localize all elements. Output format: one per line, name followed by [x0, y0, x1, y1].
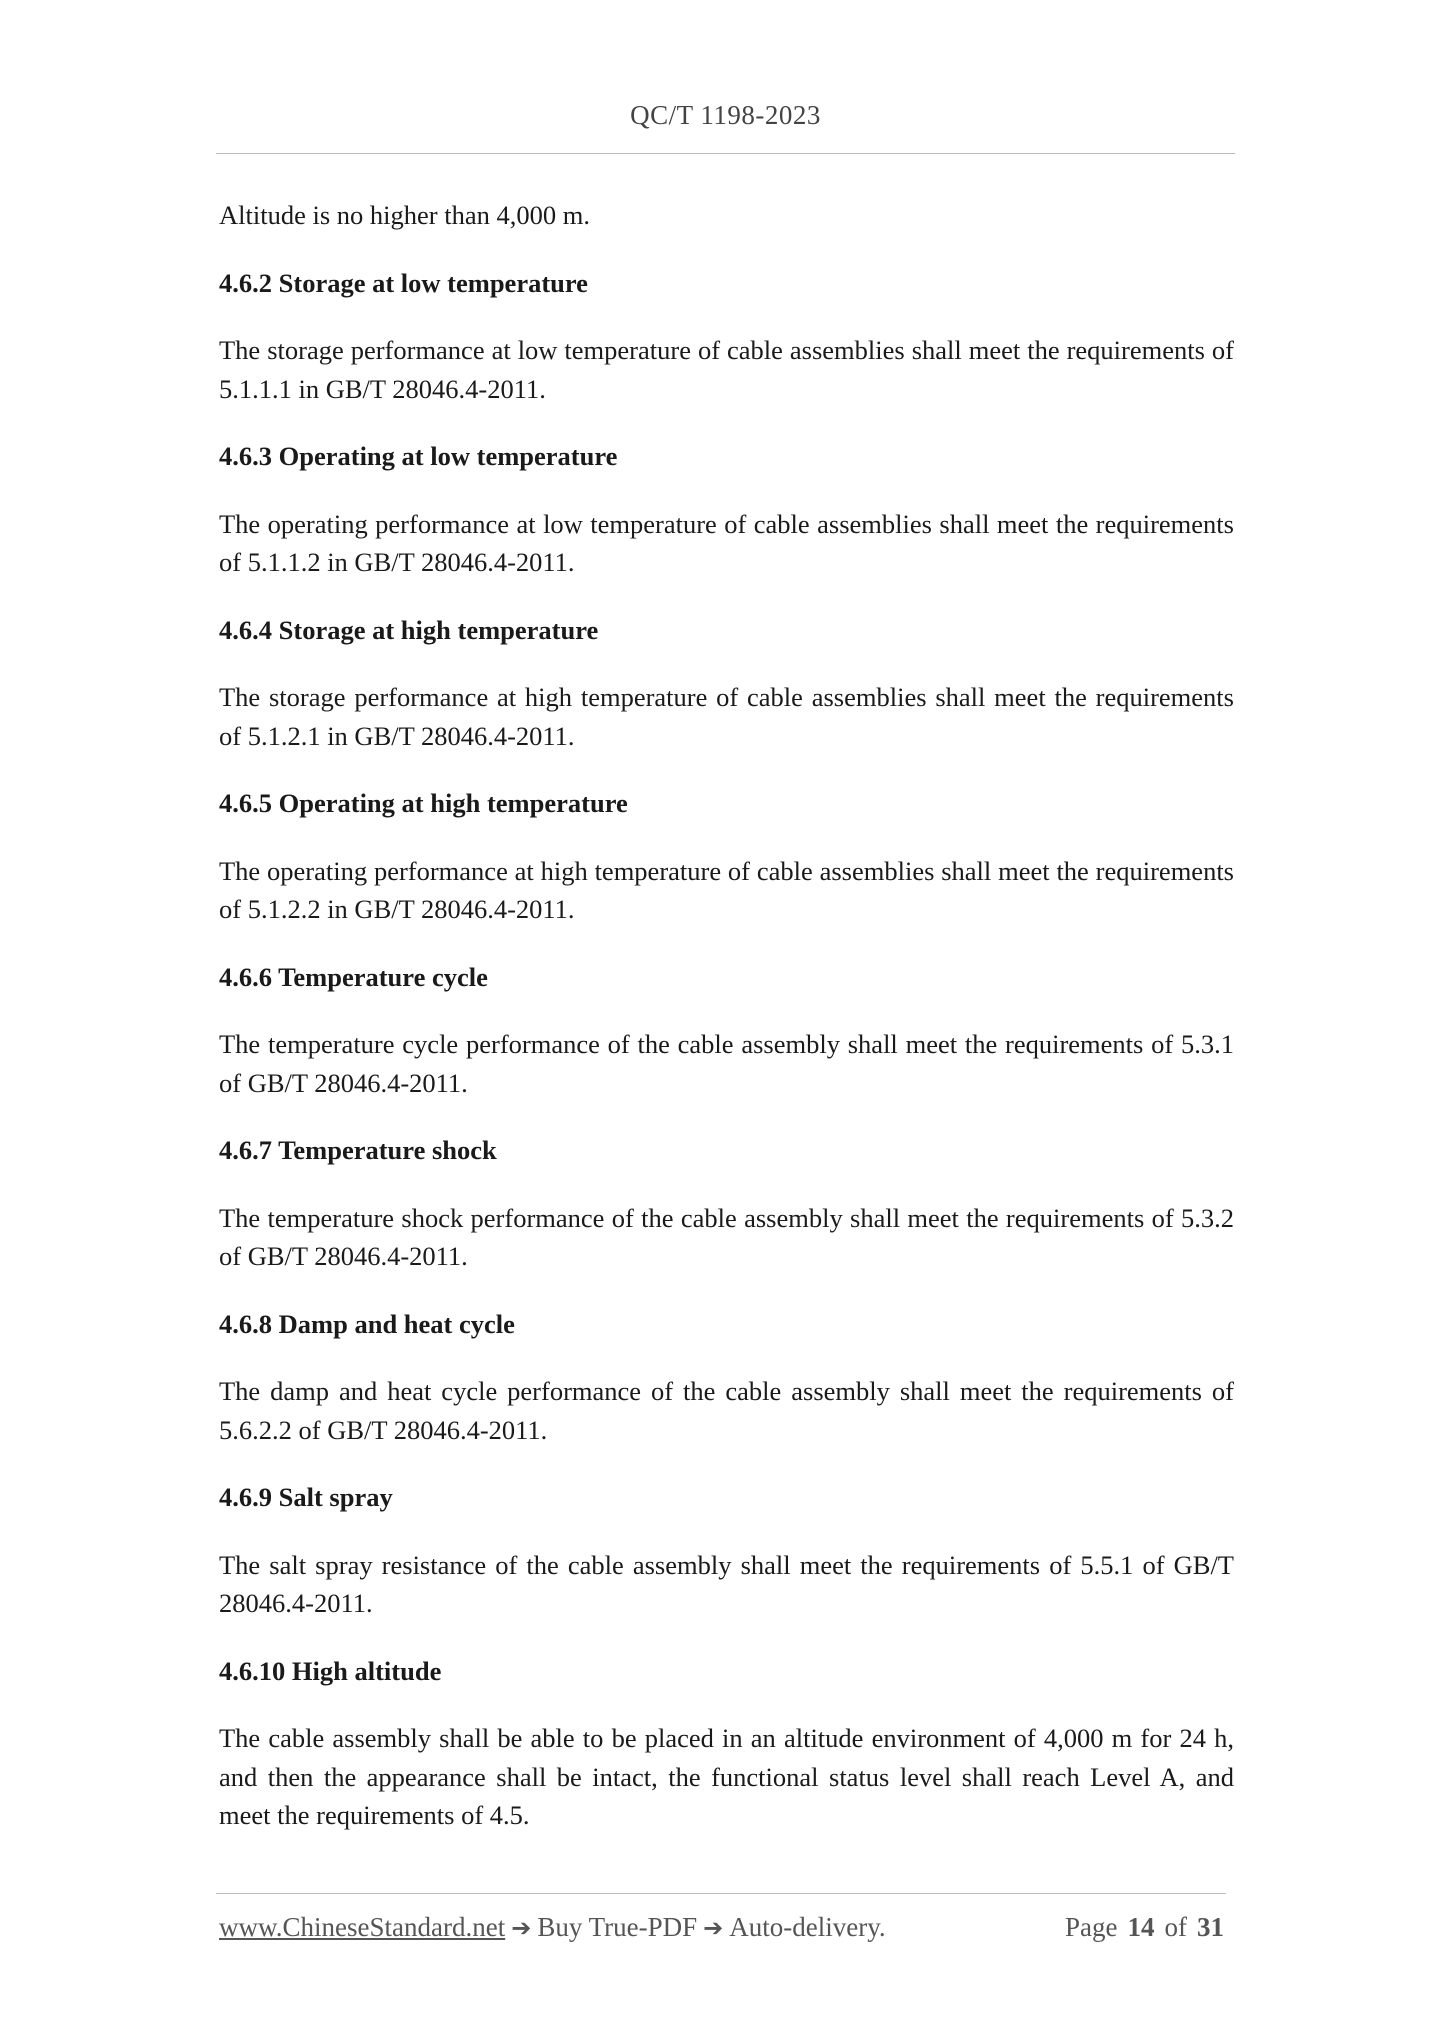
header-divider [216, 153, 1235, 154]
page-of-label: of [1164, 1912, 1187, 1942]
page-indicator [1065, 1912, 1224, 1943]
section-text-4-6-8: The damp and heat cycle performance of the cable assembly shall meet the requirements of 5.6.2.2 of GB/T 28046.4-2011. [219, 1376, 1234, 1445]
section-text-4-6-5: The operating performance at high temperature of cable assemblies shall meet the requirements of 5.1.2.2 in GB/T 28046.4-2011. [219, 855, 1234, 924]
arrow-right-icon: ➔ [511, 1914, 532, 1942]
page-footer [219, 1912, 1224, 1943]
footer-divider [216, 1893, 1226, 1894]
section-heading-4-6-3: 4.6.3 Operating at low temperature [219, 441, 618, 471]
page-label: Page [1065, 1912, 1118, 1942]
page-current: 14 [1127, 1912, 1155, 1942]
section-text-4-6-7: The temperature shock performance of the cable assembly shall meet the requirements of 5.3.2 of GB/T 28046.4-2011. [219, 1202, 1234, 1271]
section-text-4-6-2: The storage performance at low temperature of cable assemblies shall meet the requirements of 5.1.1.1 in GB/T 28046.4-2011. [219, 335, 1234, 404]
section-text-4-6-4: The storage performance at high temperature of cable assemblies shall meet the requirements of 5.1.2.1 in GB/T 28046.4-2011. [219, 682, 1234, 751]
section-text-4-6-10: The cable assembly shall be able to be placed in an altitude environment of 4,000 m for 24 h, and then the appearance shall be intact, the functional status level shall reach Level A, and meet the requirements of 4.5. [219, 1723, 1234, 1830]
section-text-4-6-6: The temperature cycle performance of the cable assembly shall meet the requirements of 5.3.1 of GB/T 28046.4-2011. [219, 1029, 1234, 1098]
auto-delivery-text: Auto-delivery. [729, 1912, 886, 1942]
buy-true-pdf-text: Buy True-PDF [537, 1912, 698, 1942]
chinese-standard-link[interactable]: www.ChineseStandard.net [219, 1912, 506, 1942]
section-heading-4-6-7: 4.6.7 Temperature shock [219, 1135, 497, 1165]
page-total: 31 [1197, 1912, 1224, 1942]
section-heading-4-6-6: 4.6.6 Temperature cycle [219, 961, 488, 992]
section-heading-4-6-2: 4.6.2 Storage at low temperature [219, 267, 588, 298]
section-text-4-6-9: The salt spray resistance of the cable assembly shall meet the requirements of 5.5.1 of GB/T 28046.4-2011. [219, 1549, 1234, 1618]
footer-promo [219, 1912, 886, 1943]
page-header-title: QC/T 1198-2023 [630, 100, 821, 130]
section-heading-4-6-4: 4.6.4 Storage at high temperature [219, 614, 599, 645]
document-body [219, 196, 1234, 1835]
section-heading-4-6-8: 4.6.8 Damp and heat cycle [219, 1308, 515, 1339]
intro-paragraph: Altitude is no higher than 4,000 m. [219, 200, 590, 230]
section-heading-4-6-5: 4.6.5 Operating at high temperature [219, 788, 628, 818]
section-heading-4-6-9: 4.6.9 Salt spray [219, 1482, 393, 1512]
section-heading-4-6-10: 4.6.10 High altitude [219, 1655, 442, 1686]
arrow-right-icon: ➔ [703, 1914, 724, 1942]
section-text-4-6-3: The operating performance at low temperature of cable assemblies shall meet the requirements of 5.1.1.2 in GB/T 28046.4-2011. [219, 508, 1234, 577]
